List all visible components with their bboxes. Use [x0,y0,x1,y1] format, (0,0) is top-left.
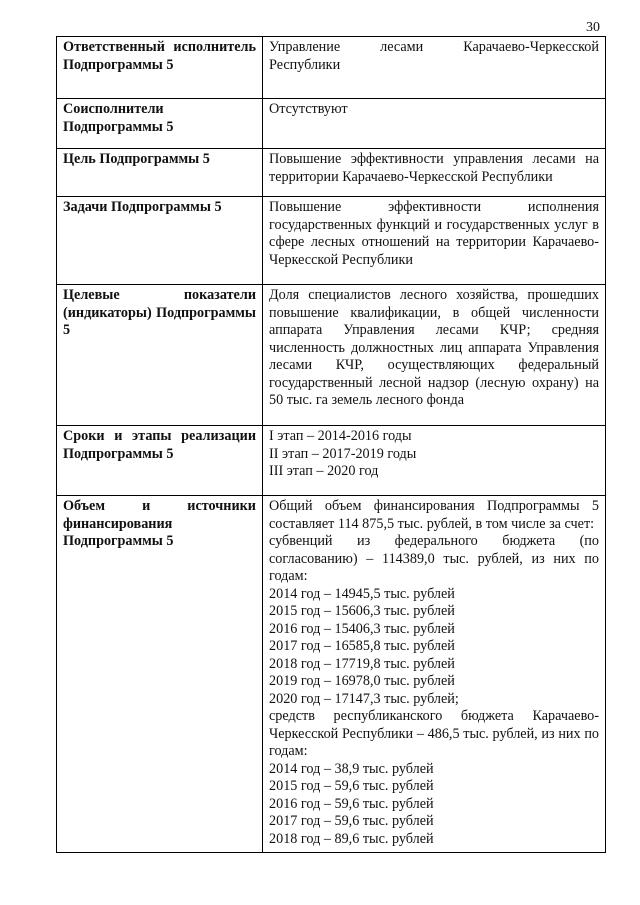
row-label: Соисполнители Подпрограммы 5 [57,99,263,149]
regional-year-item: 2017 год – 59,6 тыс. рублей [269,813,434,829]
page-number: 30 [586,20,600,35]
row-label: Сроки и этапы реализации Подпрограммы 5 [57,426,263,496]
row-value: Доля специалистов лесного хозяйства, прошедших повышение квалификации, в общей численности аппарата Управления лесами КЧР; средняя численность должностных лиц аппарата Управления лесами КЧР, осуществляющих федеральный государственный лесной надзор (лесную охрану) на 50 тыс. га земель лесного фонда [263,285,606,426]
row-value: Повышение эффективности управления лесами на территории Карачаево-Черкесской Республики [263,149,606,197]
federal-year-item: 2020 год – 17147,3 тыс. рублей; [269,690,459,707]
table-row [57,149,606,197]
stage-item: III этап – 2020 год [269,463,379,479]
row-label: Целевые показатели (индикаторы) Подпрограммы 5 [57,285,263,426]
row-label: Цель Подпрограммы 5 [57,149,263,197]
row-value: Управление лесами Карачаево-Черкесской Республики [263,37,606,99]
table-row [57,426,606,496]
subprogram-passport-table [56,36,606,853]
federal-year-item: 2018 год – 17719,8 тыс. рублей [269,655,455,672]
federal-intro: субвенций из федерального бюджета (по согласованию) – 114389,0 тыс. рублей, из них по годам: [269,533,599,584]
federal-year-item: 2019 год – 16978,0 тыс. рублей [269,673,455,689]
federal-year-item: 2014 год – 14945,5 тыс. рублей [269,585,455,602]
regional-year-item: 2016 год – 59,6 тыс. рублей [269,795,434,812]
stage-item: I этап – 2014-2016 годы [269,428,412,444]
row-label: Задачи Подпрограммы 5 [57,197,263,285]
table-row [57,37,606,99]
regional-year-item: 2015 год – 59,6 тыс. рублей [269,778,434,794]
table-row [57,197,606,285]
federal-year-item: 2015 год – 15606,3 тыс. рублей [269,603,455,619]
regional-year-item: 2014 год – 38,9 тыс. рублей [269,760,434,777]
table-row [57,496,606,853]
row-value: Повышение эффективности исполнения государственных функций и государственных услуг в сфере лесных отношений на территории Карачаево-Черкесской Республики [263,197,606,285]
regional-intro: средств республиканского бюджета Карачаево-Черкесской Республики – 486,5 тыс. рублей, из них по годам: [269,708,599,759]
federal-year-item: 2016 год – 15406,3 тыс. рублей [269,620,455,637]
row-label: Объем и источники финансирования Подпрограммы 5 [57,496,263,853]
federal-year-item: 2017 год – 16585,8 тыс. рублей [269,638,455,654]
stage-item: II этап – 2017-2019 годы [269,445,417,462]
row-value: Отсутствуют [263,99,606,149]
regional-year-item: 2018 год – 89,6 тыс. рублей [269,830,434,847]
table-row [57,285,606,426]
funding-intro: Общий объем финансирования Подпрограммы 5 составляет 114 875,5 тыс. рублей, в том числе за счет: [269,498,599,532]
stages-cell [263,426,606,496]
funding-cell [263,496,606,853]
row-label: Ответственный исполнитель Подпрограммы 5 [57,37,263,99]
table-row [57,99,606,149]
